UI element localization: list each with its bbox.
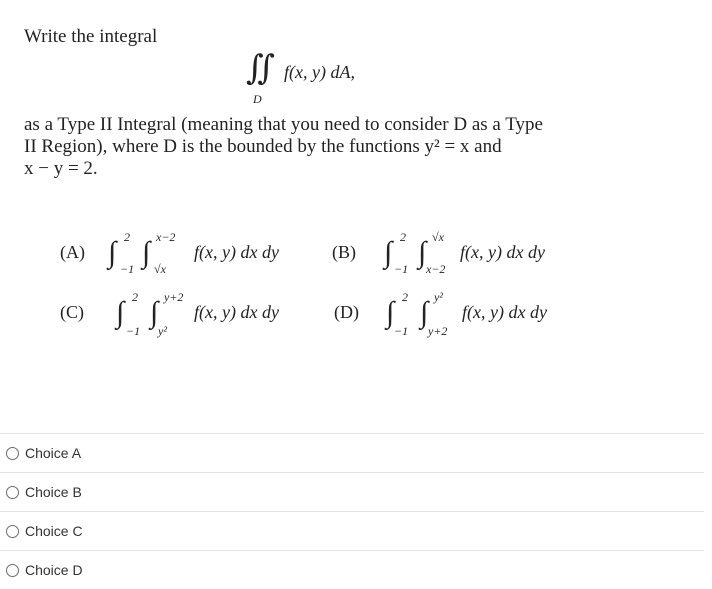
question-paragraph bbox=[24, 114, 600, 180]
region-subscript: D bbox=[253, 92, 262, 106]
double-integral-symbol: ∬ bbox=[246, 50, 275, 87]
inner-upper-limit: y² bbox=[434, 290, 443, 304]
outer-upper-limit: 2 bbox=[124, 230, 130, 244]
outer-lower-limit: −1 bbox=[120, 262, 135, 276]
option-integrand: f(x, y) dx dy bbox=[460, 242, 545, 262]
radio-button[interactable] bbox=[6, 525, 19, 538]
option-label: (B) bbox=[332, 242, 356, 262]
inner-integral-sign: ∫ bbox=[418, 236, 427, 269]
choice-a-option[interactable] bbox=[0, 433, 704, 472]
option-integrand: f(x, y) dx dy bbox=[194, 302, 279, 322]
radio-button[interactable] bbox=[6, 486, 19, 499]
inner-lower-limit: √x bbox=[154, 262, 166, 276]
integrand-expression: f(x, y) dA, bbox=[284, 62, 355, 82]
outer-integral-sign: ∫ bbox=[108, 236, 117, 269]
choice-c-option[interactable] bbox=[0, 511, 704, 550]
inner-upper-limit: √x bbox=[432, 230, 444, 244]
outer-integral-sign: ∫ bbox=[384, 236, 393, 269]
radio-button[interactable] bbox=[6, 564, 19, 577]
inner-lower-limit: x−2 bbox=[426, 262, 446, 276]
outer-upper-limit: 2 bbox=[400, 230, 406, 244]
radio-button[interactable] bbox=[6, 447, 19, 460]
inner-upper-limit: x−2 bbox=[156, 230, 176, 244]
choice-d-option[interactable] bbox=[0, 550, 704, 589]
choice-label[interactable]: Choice C bbox=[25, 523, 83, 539]
outer-upper-limit: 2 bbox=[402, 290, 408, 304]
outer-lower-limit: −1 bbox=[126, 324, 141, 338]
option-label: (C) bbox=[60, 302, 84, 322]
option-d bbox=[334, 290, 592, 340]
display-double-integral bbox=[246, 52, 406, 110]
outer-integral-sign: ∫ bbox=[116, 296, 125, 329]
option-integrand: f(x, y) dx dy bbox=[194, 242, 279, 262]
option-integrand: f(x, y) dx dy bbox=[462, 302, 547, 322]
answer-choices bbox=[0, 433, 704, 589]
option-label: (D) bbox=[334, 302, 359, 322]
outer-lower-limit: −1 bbox=[394, 262, 409, 276]
inner-lower-limit: y+2 bbox=[428, 324, 448, 338]
outer-integral-sign: ∫ bbox=[386, 296, 395, 329]
outer-upper-limit: 2 bbox=[132, 290, 138, 304]
inner-lower-limit: y² bbox=[158, 324, 167, 338]
option-label: (A) bbox=[60, 242, 85, 262]
question-intro: Write the integral bbox=[24, 26, 158, 47]
paragraph-line-2: II Region), where D is the bounded by the functions y² = x and bbox=[24, 136, 502, 157]
inner-integral-sign: ∫ bbox=[420, 296, 429, 329]
choice-label[interactable]: Choice D bbox=[25, 562, 83, 578]
inner-upper-limit: y+2 bbox=[164, 290, 184, 304]
choice-b-option[interactable] bbox=[0, 472, 704, 511]
option-c bbox=[60, 290, 320, 340]
choice-label[interactable]: Choice B bbox=[25, 484, 82, 500]
paragraph-line-1: as a Type II Integral (meaning that you need to consider D as a Type bbox=[24, 114, 543, 135]
paragraph-line-3: x − y = 2. bbox=[24, 158, 98, 179]
option-a bbox=[60, 230, 310, 276]
inner-integral-sign: ∫ bbox=[150, 296, 159, 329]
choice-label[interactable]: Choice A bbox=[25, 445, 82, 461]
outer-lower-limit: −1 bbox=[394, 324, 409, 338]
inner-integral-sign: ∫ bbox=[142, 236, 151, 269]
option-b bbox=[332, 230, 592, 276]
